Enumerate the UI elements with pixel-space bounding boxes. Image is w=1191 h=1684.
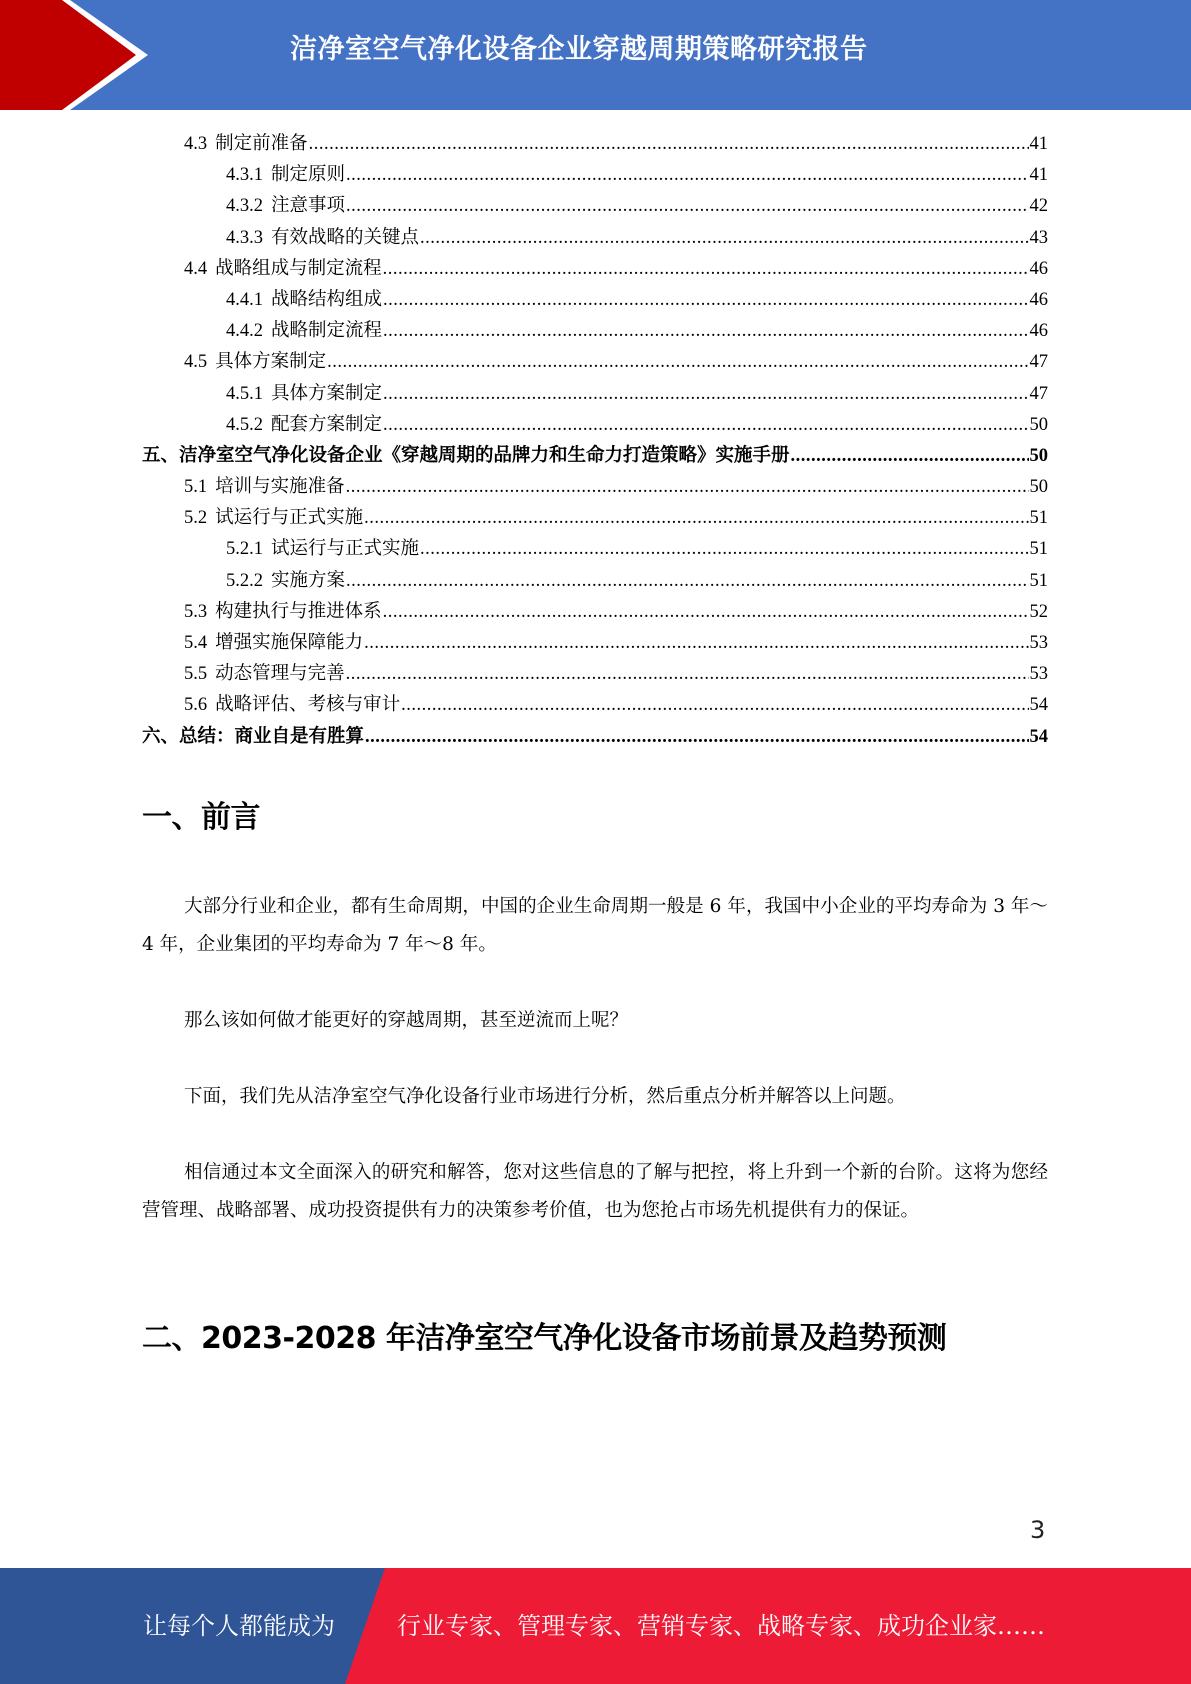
toc-entry-title: [184, 627, 363, 659]
toc-entry-number: 4.4: [184, 258, 208, 279]
toc-entry-title: [184, 689, 400, 721]
toc-entry[interactable]: [142, 159, 1048, 190]
toc-entry-title: [226, 409, 382, 441]
toc-dot-leader: [309, 129, 1029, 160]
toc-entry-title: [226, 222, 419, 254]
toc-entry[interactable]: [142, 721, 1048, 752]
toc-entry-title: [226, 315, 382, 347]
preface-paragraph-3: 下面，我们先从洁净室空气净化设备行业市场进行分析，然后重点分析并解答以上问题。: [184, 1086, 906, 1107]
toc-entry-number: 5.2: [184, 508, 208, 529]
toc-dot-leader: [383, 410, 1028, 441]
toc-entry[interactable]: [142, 440, 1048, 471]
toc-entry[interactable]: [142, 222, 1048, 253]
toc-entry-title: [184, 128, 308, 160]
toc-entry[interactable]: [142, 315, 1048, 346]
toc-entry-page: 50: [1029, 414, 1048, 435]
toc-dot-leader: [383, 597, 1029, 628]
toc-entry-text: 有效战略的关键点: [271, 226, 420, 248]
toc-entry-text: 战略制定流程: [271, 320, 383, 342]
toc-entry-title: [184, 253, 382, 285]
toc-entry[interactable]: [142, 128, 1048, 159]
section-heading-forecast: 二、2023-2028 年洁净室空气净化设备市场前景及趋势预测: [142, 1321, 947, 1356]
toc-entry[interactable]: [142, 378, 1048, 409]
preface-paragraph-2: 那么该如何做才能更好的穿越周期，甚至逆流而上呢？: [184, 1010, 629, 1031]
toc-entry[interactable]: [142, 190, 1048, 221]
toc-dot-leader: [346, 191, 1028, 222]
toc-entry-page: 47: [1029, 383, 1048, 404]
toc-entry-title: [184, 658, 345, 690]
toc-dot-leader: [420, 223, 1028, 254]
report-title: 洁净室空气净化设备企业穿越周期策略研究报告: [290, 34, 868, 65]
toc-dot-leader: [383, 285, 1028, 316]
toc-entry[interactable]: [142, 565, 1048, 596]
toc-entry-text: 具体方案制定: [215, 351, 327, 373]
toc-entry-text: 六、总结：商业自是有胜算: [142, 725, 365, 747]
toc-entry[interactable]: [142, 502, 1048, 533]
toc-dot-leader: [327, 347, 1028, 378]
toc-entry[interactable]: [142, 253, 1048, 284]
toc-entry-page: 51: [1029, 508, 1048, 529]
page-number: 3: [1030, 1516, 1046, 1544]
toc-entry[interactable]: [142, 658, 1048, 689]
page-header: [0, 0, 1191, 110]
toc-dot-leader: [420, 534, 1028, 565]
toc-dot-leader: [383, 316, 1028, 347]
toc-entry-page: 50: [1029, 477, 1048, 498]
toc-entry-number: 5.2.1: [226, 539, 263, 560]
toc-entry[interactable]: [142, 596, 1048, 627]
toc-entry-page: 52: [1029, 601, 1048, 622]
toc-entry[interactable]: [142, 284, 1048, 315]
toc-entry-number: 5.3: [184, 601, 208, 622]
toc-entry-text: 战略结构组成: [271, 288, 383, 310]
toc-entry-page: 50: [1029, 445, 1048, 466]
toc-entry-number: 4.4.2: [226, 321, 263, 342]
toc-entry-page: 51: [1029, 570, 1048, 591]
toc-entry-text: 具体方案制定: [271, 382, 383, 404]
toc-dot-leader: [791, 441, 1029, 472]
footer-slogan-left: 让每个人都能成为: [143, 1612, 335, 1640]
toc-entry-page: 43: [1029, 227, 1048, 248]
toc-entry-page: 54: [1029, 695, 1048, 716]
toc-entry-number: 5.2.2: [226, 570, 263, 591]
toc-dot-leader: [346, 566, 1028, 597]
toc-dot-leader: [401, 690, 1028, 721]
toc-entry-title: [184, 471, 345, 503]
toc-entry-number: 5.6: [184, 695, 208, 716]
page-footer: [0, 1568, 1191, 1684]
toc-entry-number: 4.5.1: [226, 383, 263, 404]
toc-entry[interactable]: [142, 409, 1048, 440]
footer-slogan-right: 行业专家、管理专家、营销专家、战略专家、成功企业家……: [397, 1612, 1045, 1640]
toc-entry-page: 46: [1029, 289, 1048, 310]
toc-entry-page: 54: [1029, 726, 1048, 747]
toc-entry-title: [184, 346, 326, 378]
toc-entry-number: 4.3: [184, 134, 208, 154]
toc-entry-text: 增强实施保障能力: [215, 632, 364, 653]
toc-dot-leader: [383, 379, 1028, 410]
toc-entry[interactable]: [142, 346, 1048, 377]
toc-entry-title: [226, 378, 382, 410]
toc-entry-number: 4.4.1: [226, 289, 263, 310]
toc-entry-title: [142, 721, 364, 752]
toc-dot-leader: [383, 254, 1029, 285]
toc-entry-page: 41: [1029, 165, 1048, 186]
toc-entry-text: 注意事项: [271, 195, 346, 217]
toc-entry-number: 4.3.1: [226, 165, 263, 186]
toc-entry-title: [184, 502, 363, 534]
toc-entry-text: 配套方案制定: [271, 413, 383, 435]
toc-entry-number: 5.4: [184, 633, 208, 653]
toc-entry-text: 制定前准备: [215, 133, 308, 154]
arrow-chevron-icon: [0, 0, 160, 110]
toc-dot-leader: [346, 659, 1029, 690]
toc-entry-title: [226, 284, 382, 316]
toc-entry-text: 实施方案: [271, 569, 346, 591]
toc-entry-page: 46: [1029, 258, 1048, 279]
toc-entry-page: 53: [1029, 633, 1048, 653]
preface-paragraph-4: 相信通过本文全面深入的研究和解答，您对这些信息的了解与把控，将上升到一个新的台阶。这将为您经营管理、战略部署、成功投资提供有力的决策参考价值，也为您抢占市场先机提供有力的保证。: [142, 1162, 1048, 1221]
toc-entry-text: 构建执行与推进体系: [215, 600, 382, 622]
toc-entry-page: 42: [1029, 196, 1048, 217]
toc-entry-text: 培训与实施准备: [215, 476, 345, 498]
toc-dot-leader: [364, 628, 1028, 659]
toc-entry-page: 41: [1029, 134, 1048, 154]
toc-entry-title: [226, 565, 345, 597]
toc-entry-text: 战略组成与制定流程: [215, 257, 382, 279]
toc-entry-text: 试运行与正式实施: [215, 507, 364, 529]
toc-entry[interactable]: [142, 471, 1048, 502]
toc-dot-leader: [364, 503, 1028, 534]
toc-entry-title: [142, 440, 790, 471]
toc-dot-leader: [346, 472, 1029, 503]
toc-entry[interactable]: [142, 689, 1048, 720]
toc-entry-number: 4.5: [184, 352, 208, 373]
preface-paragraph-1: 大部分行业和企业，都有生命周期，中国的企业生命周期一般是 6 年，我国中小企业的平均寿命为 3 年～4 年，企业集团的平均寿命为 7 年～8 年。: [142, 896, 1048, 955]
toc-entry-page: 53: [1029, 664, 1048, 685]
toc-entry-number: 4.3.2: [226, 196, 263, 217]
toc-entry-number: 5.5: [184, 664, 208, 685]
toc-entry[interactable]: [142, 627, 1048, 658]
toc-entry-text: 五、洁净室空气净化设备企业《穿越周期的品牌力和生命力打造策略》实施手册: [142, 444, 790, 466]
toc-entry-number: 5.1: [184, 477, 208, 498]
toc-entry-title: [226, 190, 345, 222]
toc-entry-text: 动态管理与完善: [215, 663, 345, 685]
toc-entry-page: 51: [1029, 539, 1048, 560]
toc-entry-text: 试运行与正式实施: [271, 538, 420, 560]
toc-entry-page: 47: [1029, 352, 1048, 373]
toc-entry-text: 战略评估、考核与审计: [215, 694, 401, 716]
table-of-contents: [142, 128, 1048, 752]
toc-entry-title: [226, 159, 345, 191]
toc-entry-text: 制定原则: [271, 164, 346, 186]
toc-dot-leader: [346, 160, 1028, 191]
toc-dot-leader: [365, 722, 1028, 753]
toc-entry-title: [184, 596, 382, 628]
toc-entry-number: 4.5.2: [226, 414, 263, 435]
toc-entry[interactable]: [142, 533, 1048, 564]
toc-entry-page: 46: [1029, 321, 1048, 342]
toc-entry-number: 4.3.3: [226, 227, 263, 248]
toc-entry-title: [226, 533, 419, 565]
section-heading-preface: 一、前言: [142, 800, 260, 835]
